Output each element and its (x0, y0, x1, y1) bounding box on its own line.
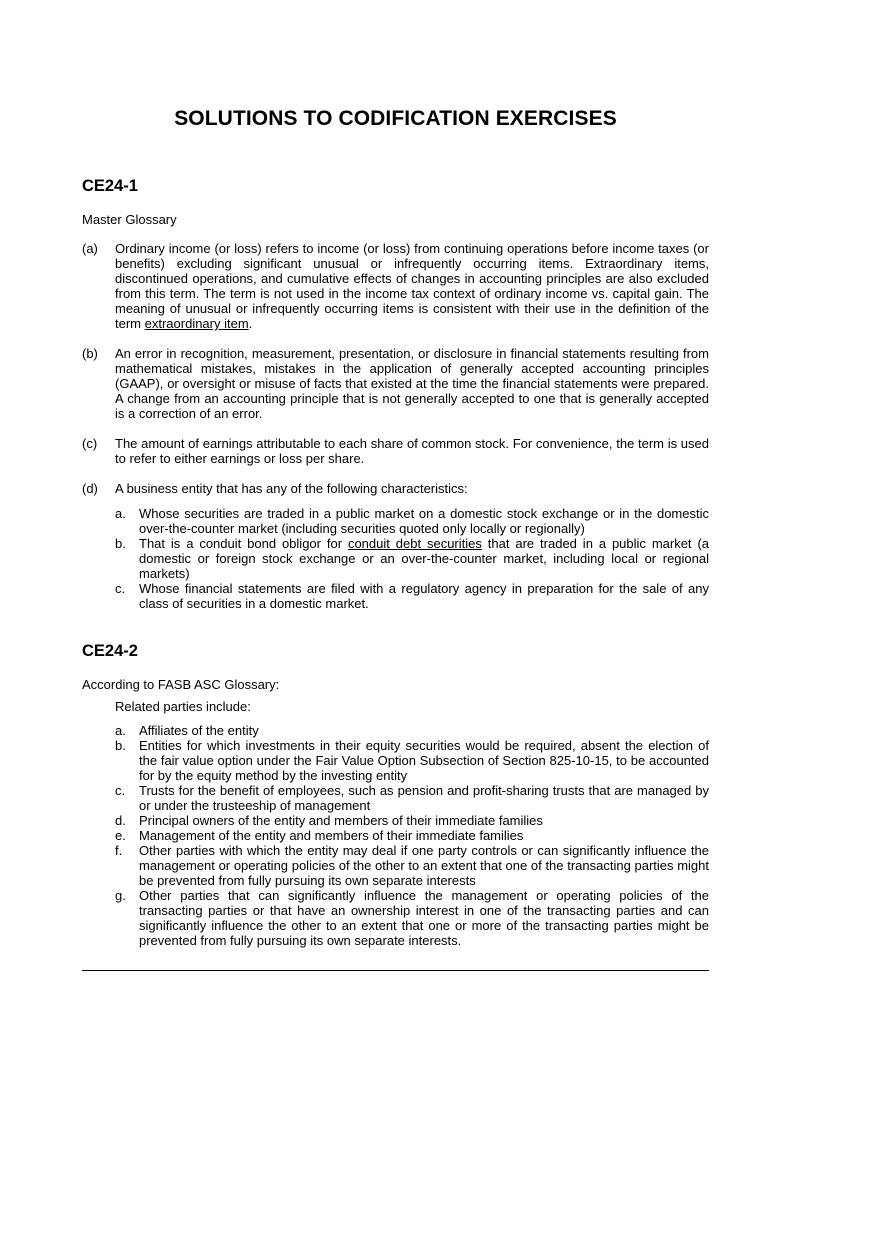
end-rule (82, 970, 709, 971)
list-item: f. Other parties with which the entity may deal if one party controls or can significantly influence the management or operating policies of the other to an extent that one of the transacting parties might be prevented from fully pursuing its own separate interests (115, 843, 709, 888)
glossary-item-b (82, 346, 709, 421)
item-label: (a) (82, 241, 98, 256)
conduit-debt-securities-link[interactable]: conduit debt securities (347, 536, 482, 551)
item-label: (b) (82, 346, 98, 361)
list-item: b. Entities for which investments in their equity securities would be required, absent the election of the fair value option under the Fair Value Option Subsection of Section 825-10-15, to be accounted for by the equity method by the investing entity (115, 738, 709, 783)
glossary-item-a (82, 241, 709, 331)
glossary-item-d (82, 481, 709, 496)
list-item: e. Management of the entity and members of their immediate families (115, 828, 524, 843)
section-subheading-master-glossary: Master Glossary (82, 212, 177, 227)
list-item: c. Whose financial statements are filed with a regulatory agency in preparation for the sale of any class of securities in a domestic market. (115, 581, 709, 611)
list-item: g. Other parties that can significantly influence the management or operating policies of the transacting parties or that have an ownership interest in one of the transacting parties and can significantly influence the other to an extent that one or more of the transacting parties might be prevented from fully pursuing its own separate interests. (115, 888, 709, 948)
related-parties-list (115, 723, 709, 948)
section-heading-ce24-1: CE24-1 (82, 177, 138, 195)
public-entity-characteristics-list (115, 506, 709, 611)
extraordinary-item-link[interactable]: extraordinary item (144, 316, 249, 331)
item-text: Ordinary income (or loss) refers to income (or loss) from continuing operations before income taxes (or benefits) excluding significant unusual or infrequently occurring items. Extraordinary items, discontinued operations, and cumulative effects of changes in accounting principles are also excluded from this term. The term is not used in the income tax context of ordinary income vs. capital gain. The meaning of unusual or infrequently occurring items is consistent with their use in the definition of the term extraordinary item. (115, 241, 709, 331)
list-item: d. Principal owners of the entity and members of their immediate families (115, 813, 543, 828)
list-item: b. That is a conduit bond obligor for conduit debt securities that are traded in a public market (a domestic or foreign stock exchange or an over-the-counter market, including local or regional markets) (115, 536, 710, 581)
item-text: An error in recognition, measurement, presentation, or disclosure in financial statements resulting from mathematical mistakes, mistakes in the application of generally accepted accounting principles (GAAP), or oversight or misuse of facts that existed at the time the financial statements were prepared. A change from an accounting principle that is not generally accepted to one that is generally accepted is a correction of an error. (115, 346, 709, 421)
list-item: c. Trusts for the benefit of employees, such as pension and profit-sharing trusts that are managed by or under the trusteeship of management (115, 783, 709, 813)
item-label: (d) (82, 481, 98, 496)
list-item: a. Affiliates of the entity (115, 723, 259, 738)
item-label: (c) (82, 436, 98, 451)
list-item: a. Whose securities are traded in a public market on a domestic stock exchange or in the domestic over-the-counter market (including securities quoted only locally or regionally) (115, 506, 709, 536)
page-title: SOLUTIONS TO CODIFICATION EXERCISES (174, 107, 617, 130)
section-subheading-fasb-glossary: According to FASB ASC Glossary: (82, 677, 280, 692)
glossary-item-c (82, 436, 709, 466)
related-parties-intro: Related parties include: (115, 699, 251, 714)
item-text: A business entity that has any of the following characteristics: (115, 481, 468, 496)
section-heading-ce24-2: CE24-2 (82, 642, 138, 660)
item-text: The amount of earnings attributable to each share of common stock. For convenience, the term is used to refer to either earnings or loss per share. (115, 436, 709, 466)
